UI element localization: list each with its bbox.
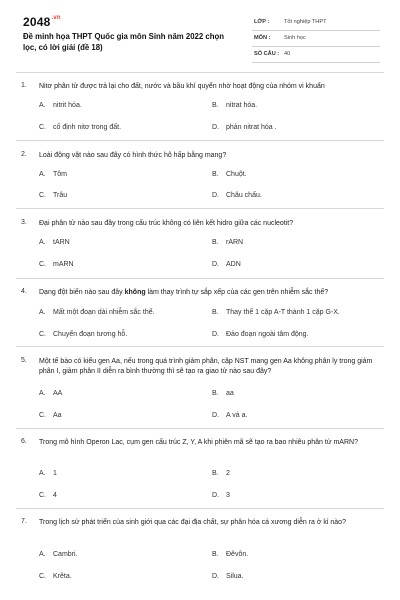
option-letter: C. [39, 192, 46, 199]
question-text: Nitơ phân tử được trả lại cho đất, nước và bầu khí quyển nhờ hoạt động của nhóm vi khuẩn [39, 83, 325, 90]
question-emphasis: không [124, 289, 146, 296]
question-text: Đại phân tử nào sau đây trong cấu trúc không có liên kết hidro giữa các nucleotit? [39, 220, 294, 227]
option-letter: C. [39, 261, 46, 268]
option-text: 2 [226, 470, 230, 477]
question-number: 4. [21, 288, 27, 295]
option-d[interactable] [212, 492, 230, 499]
option-text: Aa [53, 412, 62, 419]
option-text: Silua. [226, 573, 244, 580]
divider [16, 140, 384, 141]
option-text: cố định nitơ trong đất. [53, 124, 122, 131]
meta-key: LỚP : [254, 19, 270, 25]
question-text-part: làm thay trình tự sắp xếp của các gen trên nhiễm sắc thể? [145, 289, 329, 296]
option-letter: D. [212, 261, 219, 268]
option-letter: C. [39, 124, 46, 131]
option-text: phản nitrat hóa . [226, 124, 277, 131]
question-text-part: Dạng đột biến nào sau đây [39, 289, 125, 296]
document-header [0, 0, 400, 70]
option-c[interactable] [39, 192, 67, 199]
meta-key: SỐ CÂU : [254, 51, 280, 57]
question-text: Trong mô hình Operon Lac, cụm gen cấu trúc Z, Y, A khi phiên mã sẽ tạo ra bao nhiêu phân tử mARN? [39, 439, 358, 446]
option-text: Thay thế 1 cặp A-T thành 1 cặp G-X. [226, 309, 340, 316]
option-letter: D. [212, 192, 219, 199]
meta-row-class [252, 15, 380, 31]
question-text [39, 288, 379, 298]
option-letter: B. [212, 551, 219, 558]
question-number: 3. [21, 219, 27, 226]
divider [16, 346, 384, 347]
logo-text: 2048 [23, 15, 51, 29]
option-c[interactable] [39, 124, 121, 131]
option-text: Chuyển đoạn tương hỗ. [53, 331, 128, 338]
option-letter: B. [212, 171, 219, 178]
option-b[interactable] [212, 239, 243, 246]
option-text: Mất một đoạn dài nhiễm sắc thể. [53, 309, 155, 316]
option-text: rARN [226, 239, 244, 246]
option-d[interactable] [212, 412, 247, 419]
option-letter: C. [39, 573, 46, 580]
option-text: Tôm [53, 171, 67, 178]
option-b[interactable] [212, 390, 234, 397]
option-text: mARN [53, 261, 74, 268]
option-text: nitrit hóa. [53, 102, 82, 109]
option-text: Krêta. [53, 573, 72, 580]
option-a[interactable] [39, 171, 67, 178]
option-text: ADN [226, 261, 241, 268]
divider [16, 278, 384, 279]
option-letter: A. [39, 470, 46, 477]
option-letter: C. [39, 331, 46, 338]
option-text: 4 [53, 492, 57, 499]
option-b[interactable] [212, 551, 248, 558]
option-text: Đêvôn. [226, 551, 249, 558]
option-text: nitrat hóa. [226, 102, 258, 109]
divider [16, 428, 384, 429]
option-d[interactable] [212, 261, 241, 268]
option-letter: B. [212, 102, 219, 109]
option-letter: C. [39, 412, 46, 419]
option-b[interactable] [212, 102, 257, 109]
question-number: 7. [21, 518, 27, 525]
option-letter: A. [39, 309, 46, 316]
option-text: Cambri. [53, 551, 78, 558]
option-letter: D. [212, 573, 219, 580]
divider [16, 508, 384, 509]
question-text: Loài động vật nào sau đây có hình thức hô hấp bằng mang? [39, 152, 227, 159]
option-a[interactable] [39, 470, 57, 477]
question-text: Trong lịch sử phát triển của sinh giới qua các đại địa chất, sự phân hóa cá xương diễn ra ở kỉ nào? [39, 519, 346, 526]
option-letter: D. [212, 412, 219, 419]
meta-value: Sinh học [284, 35, 306, 41]
question-number: 1. [21, 82, 27, 89]
option-letter: D. [212, 331, 219, 338]
question-text: Một tế bào có kiểu gen Aa, nếu trong quá trình giảm phân, cặp NST mang gen Aa không phân ly trong giảm phân I, giảm phân II diễn ra bình thường thì sẽ tạo ra giao tử nào sau đây? [39, 358, 373, 375]
site-logo[interactable] [23, 15, 61, 29]
meta-value: Tốt nghiệp THPT [284, 19, 327, 25]
option-text: 3 [226, 492, 230, 499]
option-letter: C. [39, 492, 46, 499]
divider [16, 208, 384, 209]
option-a[interactable] [39, 239, 70, 246]
option-c[interactable] [39, 492, 57, 499]
option-c[interactable] [39, 412, 62, 419]
option-letter: B. [212, 309, 219, 316]
option-a[interactable] [39, 102, 82, 109]
option-letter: B. [212, 470, 219, 477]
option-d[interactable] [212, 192, 262, 199]
option-letter: A. [39, 102, 46, 109]
option-letter: D. [212, 124, 219, 131]
option-c[interactable] [39, 331, 127, 338]
option-letter: A. [39, 239, 46, 246]
option-letter: A. [39, 551, 46, 558]
option-letter: D. [212, 492, 219, 499]
option-b[interactable] [212, 309, 340, 316]
option-text: Châu chấu. [226, 192, 262, 199]
option-c[interactable] [39, 573, 72, 580]
option-text: 1 [53, 470, 57, 477]
option-text: Trâu [53, 192, 68, 199]
meta-value: 40 [284, 51, 291, 57]
option-a[interactable] [39, 309, 155, 316]
option-b[interactable] [212, 470, 230, 477]
meta-table [252, 15, 380, 63]
meta-row-count [252, 47, 380, 63]
option-letter: A. [39, 171, 46, 178]
logo-suffix: .vn [51, 15, 61, 21]
option-text: tARN [53, 239, 70, 246]
meta-row-subject [252, 31, 380, 47]
option-d[interactable] [212, 331, 309, 338]
question-number: 2. [21, 151, 27, 158]
option-b[interactable] [212, 171, 247, 178]
option-text: Đảo đoạn ngoài tâm động. [226, 331, 309, 338]
option-text: AA [53, 390, 63, 397]
document-title: Đề minh họa THPT Quốc gia môn Sinh năm 2022 chọn lọc, có lời giải (đề 18) [23, 32, 225, 52]
meta-key: MÔN : [254, 35, 271, 41]
question-number: 5. [21, 357, 27, 364]
option-letter: B. [212, 239, 219, 246]
option-d[interactable] [212, 124, 277, 131]
option-a[interactable] [39, 551, 78, 558]
option-text: A và a. [226, 412, 248, 419]
question-number: 6. [21, 438, 27, 445]
option-text: aa [226, 390, 234, 397]
divider [16, 72, 384, 73]
option-text: Chuột. [226, 171, 247, 178]
option-c[interactable] [39, 261, 74, 268]
option-letter: B. [212, 390, 219, 397]
option-letter: A. [39, 390, 46, 397]
option-a[interactable] [39, 390, 62, 397]
option-d[interactable] [212, 573, 244, 580]
